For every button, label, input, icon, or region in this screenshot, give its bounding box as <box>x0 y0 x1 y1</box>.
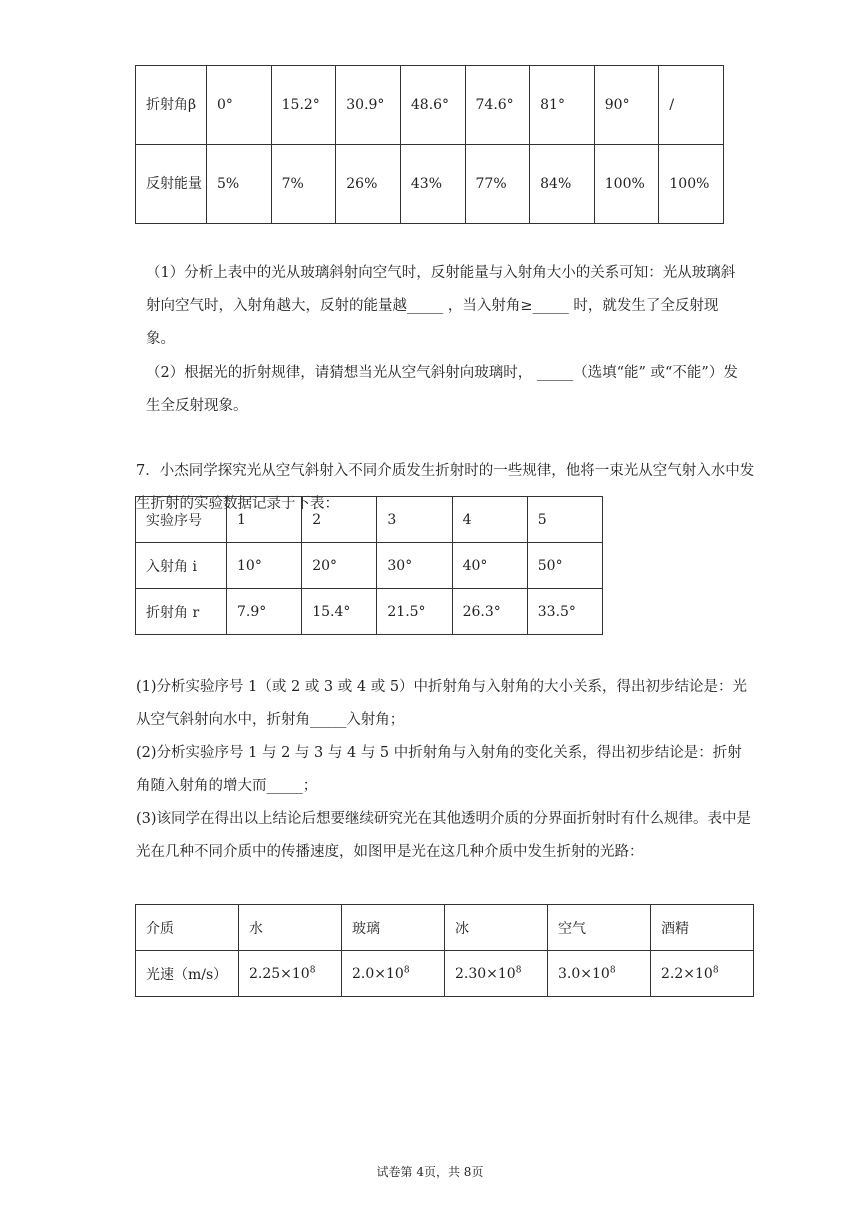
table-cell: 81° <box>530 66 595 145</box>
table-cell: 冰 <box>445 905 548 951</box>
table-cell: 入射角 i <box>136 543 227 589</box>
table-cell: 10° <box>227 543 302 589</box>
table-cell: 74.6° <box>465 66 530 145</box>
table-cell: 30.9° <box>336 66 401 145</box>
table-cell: 84% <box>530 145 595 224</box>
table-cell: / <box>659 66 724 145</box>
table-cell: 15.2° <box>271 66 336 145</box>
table-cell: 2 <box>302 497 377 543</box>
light-speed-table <box>135 904 754 997</box>
table-cell: 5% <box>207 145 272 224</box>
table-cell: 0° <box>207 66 272 145</box>
question-7-subquestions <box>136 671 756 869</box>
table-cell: 48.6° <box>400 66 465 145</box>
speed-value: 2.30×10 <box>455 965 516 982</box>
exponent: 8 <box>309 964 316 975</box>
table-cell <box>651 951 754 997</box>
table-cell: 30° <box>377 543 452 589</box>
table-cell <box>342 951 445 997</box>
table-cell: 1 <box>227 497 302 543</box>
table-row <box>136 905 754 951</box>
table-cell <box>445 951 548 997</box>
table-cell: 水 <box>239 905 342 951</box>
table-cell: 5 <box>527 497 602 543</box>
exponent: 8 <box>515 964 522 975</box>
question-6-part-1: （1）分析上表中的光从玻璃斜射向空气时，反射能量与入射角大小的关系可知：光从玻璃斜射向空气时，入射角越大，反射的能量越_____ ，当入射角≥_____ 时，就发生了全反射现象。 <box>146 265 736 347</box>
table-cell: 26.3° <box>452 589 527 635</box>
table-cell: 40° <box>452 543 527 589</box>
table-cell: 介质 <box>136 905 239 951</box>
table-row <box>136 589 603 635</box>
question-6-part-2: （2）根据光的折射规律，请猜想当光从空气斜射向玻璃时， _____（选填“能” 或“不能”）发生全反射现象。 <box>146 365 738 414</box>
speed-value: 3.0×10 <box>558 965 610 982</box>
table-cell: 20° <box>302 543 377 589</box>
table-cell: 100% <box>594 145 659 224</box>
table-cell: 7.9° <box>227 589 302 635</box>
speed-value: 2.0×10 <box>352 965 404 982</box>
exponent: 8 <box>403 964 410 975</box>
row-header: 折射角β <box>136 66 207 145</box>
table-cell: 3 <box>377 497 452 543</box>
table-cell: 43% <box>400 145 465 224</box>
table-cell: 折射角 r <box>136 589 227 635</box>
table-cell: 光速（m/s） <box>136 951 239 997</box>
table-cell: 100% <box>659 145 724 224</box>
table-row <box>136 951 754 997</box>
table-cell: 7% <box>271 145 336 224</box>
speed-value: 2.2×10 <box>661 965 713 982</box>
table-cell: 4 <box>452 497 527 543</box>
page-footer: 试卷第 4页，共 8页 <box>376 1165 484 1179</box>
table-cell: 77% <box>465 145 530 224</box>
question-7-intro: 7．小杰同学探究光从空气斜射入不同介质发生折射时的一些规律，他将一束光从空气射入水中发生折射的实验数据记录于下表： <box>136 463 755 512</box>
table-cell: 空气 <box>548 905 651 951</box>
refraction-data-table <box>135 496 603 635</box>
speed-value: 2.25×10 <box>249 965 310 982</box>
table-cell: 50° <box>527 543 602 589</box>
row-header: 反射能量 <box>136 145 207 224</box>
table-cell: 酒精 <box>651 905 754 951</box>
table-cell: 26% <box>336 145 401 224</box>
table-cell: 实验序号 <box>136 497 227 543</box>
table-cell <box>239 951 342 997</box>
exponent: 8 <box>609 964 616 975</box>
table-cell: 33.5° <box>527 589 602 635</box>
table-row <box>136 497 603 543</box>
table-cell: 玻璃 <box>342 905 445 951</box>
table-cell: 21.5° <box>377 589 452 635</box>
subquestion-1: (1)分析实验序号 1（或 2 或 3 或 4 或 5）中折射角与入射角的大小关系，得出初步结论是：光从空气斜射向水中，折射角_____入射角； <box>136 679 748 728</box>
table-cell: 90° <box>594 66 659 145</box>
table-row <box>136 145 724 224</box>
subquestion-2: (2)分析实验序号 1 与 2 与 3 与 4 与 5 中折射角与入射角的变化关系，得出初步结论是：折射角随入射角的增大而_____； <box>136 745 742 794</box>
table-cell: 15.4° <box>302 589 377 635</box>
reflection-energy-table <box>135 65 724 224</box>
table-row <box>136 66 724 145</box>
subquestion-3: (3)该同学在得出以上结论后想要继续研究光在其他透明介质的分界面折射时有什么规律。表中是光在几种不同介质中的传播速度，如图甲是光在这几种介质中发生折射的光路： <box>136 811 752 860</box>
exponent: 8 <box>712 964 719 975</box>
table-row <box>136 543 603 589</box>
table-cell <box>548 951 651 997</box>
